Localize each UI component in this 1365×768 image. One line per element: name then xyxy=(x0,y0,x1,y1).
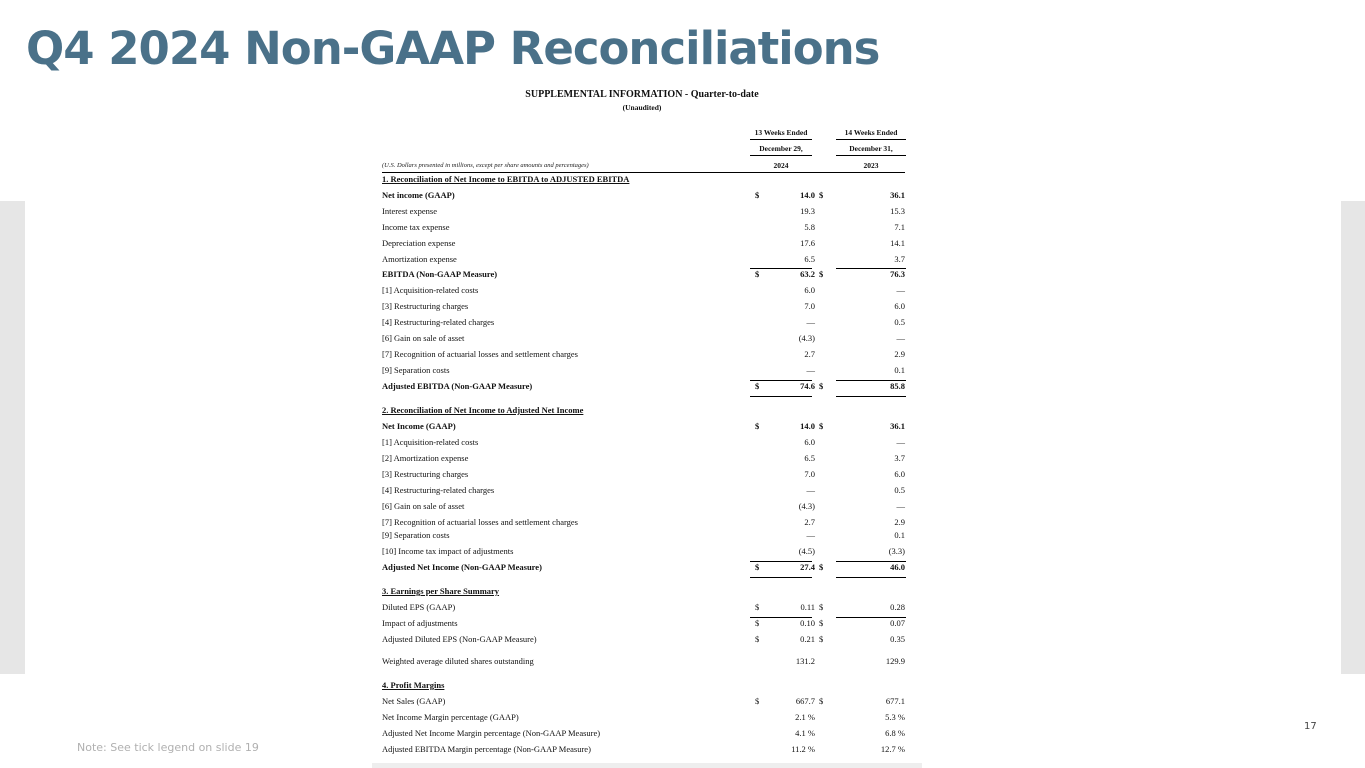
subtotal-rule xyxy=(750,396,812,397)
value-2024: 6.0 xyxy=(804,437,815,447)
slide-title: Q4 2024 Non-GAAP Reconciliations xyxy=(26,22,880,75)
value-2023: 677.1 xyxy=(885,696,905,706)
value-2024: 7.0 xyxy=(804,469,815,479)
value-2023: 14.1 xyxy=(890,238,905,248)
table-row xyxy=(382,469,905,482)
column-2-date-rule xyxy=(836,155,906,156)
subtotal-rule xyxy=(836,268,906,269)
right-gray-band xyxy=(1341,201,1365,674)
table-row xyxy=(382,421,905,434)
value-2023: 2.9 xyxy=(894,349,905,359)
value-2023: 6.8 % xyxy=(885,728,905,738)
row-label: Income tax expense xyxy=(382,222,450,232)
currency-symbol-2023: $ xyxy=(819,696,824,706)
row-label: Adjusted EBITDA Margin percentage (Non-GAAP Measure) xyxy=(382,744,591,754)
table-row xyxy=(382,238,905,251)
value-2024: — xyxy=(806,530,815,540)
currency-symbol-2023: $ xyxy=(819,269,824,279)
value-2023: 0.28 xyxy=(890,602,905,612)
table-row xyxy=(382,222,905,235)
value-2024: 19.3 xyxy=(800,206,815,216)
row-label: 3. Earnings per Share Summary xyxy=(382,586,500,596)
row-label: Interest expense xyxy=(382,206,437,216)
subtotal-rule xyxy=(836,396,906,397)
table-row xyxy=(382,254,905,267)
table-row xyxy=(382,301,905,314)
currency-symbol-2023: $ xyxy=(819,381,824,391)
value-2024: 7.0 xyxy=(804,301,815,311)
currency-symbol-2024: $ xyxy=(755,269,760,279)
value-2023: 15.3 xyxy=(890,206,905,216)
table-row xyxy=(382,269,905,282)
currency-symbol-2024: $ xyxy=(755,562,760,572)
value-2024: (4.5) xyxy=(798,546,815,556)
table-row xyxy=(382,602,905,615)
currency-symbol-2024: $ xyxy=(755,190,760,200)
document-bottom-edge xyxy=(372,763,922,768)
row-label: [4] Restructuring-related charges xyxy=(382,317,495,327)
value-2024: 17.6 xyxy=(800,238,815,248)
currency-symbol-2024: $ xyxy=(755,381,760,391)
table-row xyxy=(382,562,905,575)
row-label: 1. Reconciliation of Net Income to EBITDA to ADJUSTED EBITDA xyxy=(382,174,630,184)
subtotal-rule xyxy=(750,617,812,618)
subtotal-rule xyxy=(750,380,812,381)
table-row xyxy=(382,728,905,741)
value-2023: 6.0 xyxy=(894,469,905,479)
subtotal-rule xyxy=(750,268,812,269)
table-row xyxy=(382,190,905,203)
document-subtitle: (Unaudited) xyxy=(622,103,662,112)
value-2024: (4.3) xyxy=(798,333,815,343)
row-label: Diluted EPS (GAAP) xyxy=(382,602,456,612)
subtotal-rule xyxy=(836,561,906,562)
section-heading xyxy=(382,405,905,418)
currency-symbol-2024: $ xyxy=(755,696,760,706)
value-2024: 6.0 xyxy=(804,285,815,295)
value-2023: — xyxy=(896,333,905,343)
row-label: Depreciation expense xyxy=(382,238,456,248)
value-2024: — xyxy=(806,365,815,375)
column-2-header-rule xyxy=(836,139,906,140)
value-2024: 2.7 xyxy=(804,349,815,359)
value-2023: 129.9 xyxy=(885,656,905,666)
row-label: [1] Acquisition-related costs xyxy=(382,285,479,295)
row-label: [9] Separation costs xyxy=(382,365,450,375)
table-row xyxy=(382,485,905,498)
section-heading xyxy=(382,174,905,187)
subtotal-rule xyxy=(836,617,906,618)
value-2023: 5.3 % xyxy=(885,712,905,722)
value-2023: 12.7 % xyxy=(880,744,905,754)
currency-symbol-2024: $ xyxy=(755,618,760,628)
table-row xyxy=(382,453,905,466)
table-row xyxy=(382,437,905,450)
row-label: [2] Amortization expense xyxy=(382,453,469,463)
value-2023: 2.9 xyxy=(894,517,905,527)
header-rule xyxy=(382,172,905,173)
table-row xyxy=(382,696,905,709)
table-row xyxy=(382,206,905,219)
row-label: Amortization expense xyxy=(382,254,457,264)
value-2023: 46.0 xyxy=(890,562,905,572)
row-label: [7] Recognition of actuarial losses and settlement charges xyxy=(382,517,578,527)
column-1-header-rule xyxy=(750,139,812,140)
value-2024: 667.7 xyxy=(795,696,815,706)
value-2024: 0.21 xyxy=(800,634,815,644)
row-label: [3] Restructuring charges xyxy=(382,469,469,479)
currency-symbol-2023: $ xyxy=(819,618,824,628)
row-label: Impact of adjustments xyxy=(382,618,458,628)
value-2024: — xyxy=(806,317,815,327)
currency-symbol-2023: $ xyxy=(819,602,824,612)
reconciliation-document xyxy=(372,86,922,768)
currency-symbol-2023: $ xyxy=(819,421,824,431)
row-label: 4. Profit Margins xyxy=(382,680,445,690)
value-2023: — xyxy=(896,285,905,295)
currency-symbol-2023: $ xyxy=(819,634,824,644)
value-2023: 6.0 xyxy=(894,301,905,311)
currency-symbol-2023: $ xyxy=(819,562,824,572)
subtotal-rule xyxy=(750,577,812,578)
value-2024: 63.2 xyxy=(800,269,815,279)
table-row xyxy=(382,618,905,631)
currency-symbol-2024: $ xyxy=(755,602,760,612)
column-1-period: 13 Weeks Ended xyxy=(754,128,808,137)
value-2024: 27.4 xyxy=(800,562,815,572)
value-2023: 0.35 xyxy=(890,634,905,644)
row-label: Net Sales (GAAP) xyxy=(382,696,446,706)
row-label: [1] Acquisition-related costs xyxy=(382,437,479,447)
row-label: Net Income (GAAP) xyxy=(382,421,456,431)
table-row xyxy=(382,744,905,757)
column-2-date: December 31, xyxy=(849,144,893,153)
row-label: Adjusted Net Income Margin percentage (Non-GAAP Measure) xyxy=(382,728,601,738)
value-2023: 0.5 xyxy=(894,485,905,495)
table-row xyxy=(382,712,905,725)
column-1-date-rule xyxy=(750,155,812,156)
row-label: Adjusted EBITDA (Non-GAAP Measure) xyxy=(382,381,533,391)
document-title: SUPPLEMENTAL INFORMATION - Quarter-to-date xyxy=(525,89,759,100)
value-2024: — xyxy=(806,485,815,495)
page-number: 17 xyxy=(1304,721,1317,732)
value-2023: 85.8 xyxy=(890,381,905,391)
table-row xyxy=(382,349,905,362)
table-row xyxy=(382,634,905,647)
value-2024: 0.10 xyxy=(800,618,815,628)
value-2024: 11.2 % xyxy=(791,744,815,754)
row-label: 2. Reconciliation of Net Income to Adjusted Net Income xyxy=(382,405,584,415)
value-2023: 0.1 xyxy=(894,365,905,375)
table-row xyxy=(382,365,905,378)
units-note: (U.S. Dollars presented in millions, except per share amounts and percentages) xyxy=(382,162,589,169)
table-row xyxy=(382,381,905,394)
value-2023: — xyxy=(896,437,905,447)
row-label: [7] Recognition of actuarial losses and settlement charges xyxy=(382,349,578,359)
subtotal-rule xyxy=(750,561,812,562)
value-2023: 0.1 xyxy=(894,530,905,540)
value-2023: 36.1 xyxy=(890,190,905,200)
value-2023: 3.7 xyxy=(894,254,905,264)
value-2023: (3.3) xyxy=(888,546,905,556)
row-label: [3] Restructuring charges xyxy=(382,301,469,311)
table-row xyxy=(382,530,905,543)
row-label: [6] Gain on sale of asset xyxy=(382,333,465,343)
table-row xyxy=(382,517,905,530)
table-row xyxy=(382,656,905,669)
value-2024: 74.6 xyxy=(800,381,815,391)
value-2024: 14.0 xyxy=(800,421,815,431)
column-1-date: December 29, xyxy=(759,144,803,153)
section-heading xyxy=(382,680,905,693)
value-2024: (4.3) xyxy=(798,501,815,511)
subtotal-rule xyxy=(836,380,906,381)
section-heading xyxy=(382,586,905,599)
subtotal-rule xyxy=(836,577,906,578)
row-label: [6] Gain on sale of asset xyxy=(382,501,465,511)
value-2024: 5.8 xyxy=(804,222,815,232)
table-row xyxy=(382,333,905,346)
value-2023: 0.5 xyxy=(894,317,905,327)
row-label: [4] Restructuring-related charges xyxy=(382,485,495,495)
value-2024: 6.5 xyxy=(804,254,815,264)
value-2023: 7.1 xyxy=(894,222,905,232)
row-label: Adjusted Diluted EPS (Non-GAAP Measure) xyxy=(382,634,537,644)
value-2023: 0.07 xyxy=(890,618,905,628)
value-2023: 36.1 xyxy=(890,421,905,431)
left-gray-band xyxy=(0,201,25,674)
column-2-year: 2023 xyxy=(863,161,879,170)
table-row xyxy=(382,546,905,559)
value-2024: 4.1 % xyxy=(795,728,815,738)
value-2023: — xyxy=(896,501,905,511)
value-2024: 0.11 xyxy=(800,602,815,612)
row-label: Net Income Margin percentage (GAAP) xyxy=(382,712,519,722)
row-label: Net income (GAAP) xyxy=(382,190,455,200)
table-row xyxy=(382,285,905,298)
row-label: Weighted average diluted shares outstanding xyxy=(382,656,534,666)
column-1-year: 2024 xyxy=(773,161,789,170)
currency-symbol-2023: $ xyxy=(819,190,824,200)
row-label: [9] Separation costs xyxy=(382,530,450,540)
table-row xyxy=(382,501,905,514)
value-2024: 14.0 xyxy=(800,190,815,200)
value-2024: 2.7 xyxy=(804,517,815,527)
row-label: EBITDA (Non-GAAP Measure) xyxy=(382,269,498,279)
value-2024: 131.2 xyxy=(795,656,815,666)
column-2-period: 14 Weeks Ended xyxy=(844,128,898,137)
row-label: [10] Income tax impact of adjustments xyxy=(382,546,514,556)
value-2023: 3.7 xyxy=(894,453,905,463)
currency-symbol-2024: $ xyxy=(755,634,760,644)
value-2024: 2.1 % xyxy=(795,712,815,722)
currency-symbol-2024: $ xyxy=(755,421,760,431)
table-row xyxy=(382,317,905,330)
value-2024: 6.5 xyxy=(804,453,815,463)
value-2023: 76.3 xyxy=(890,269,905,279)
footnote: Note: See tick legend on slide 19 xyxy=(77,741,259,754)
row-label: Adjusted Net Income (Non-GAAP Measure) xyxy=(382,562,542,572)
